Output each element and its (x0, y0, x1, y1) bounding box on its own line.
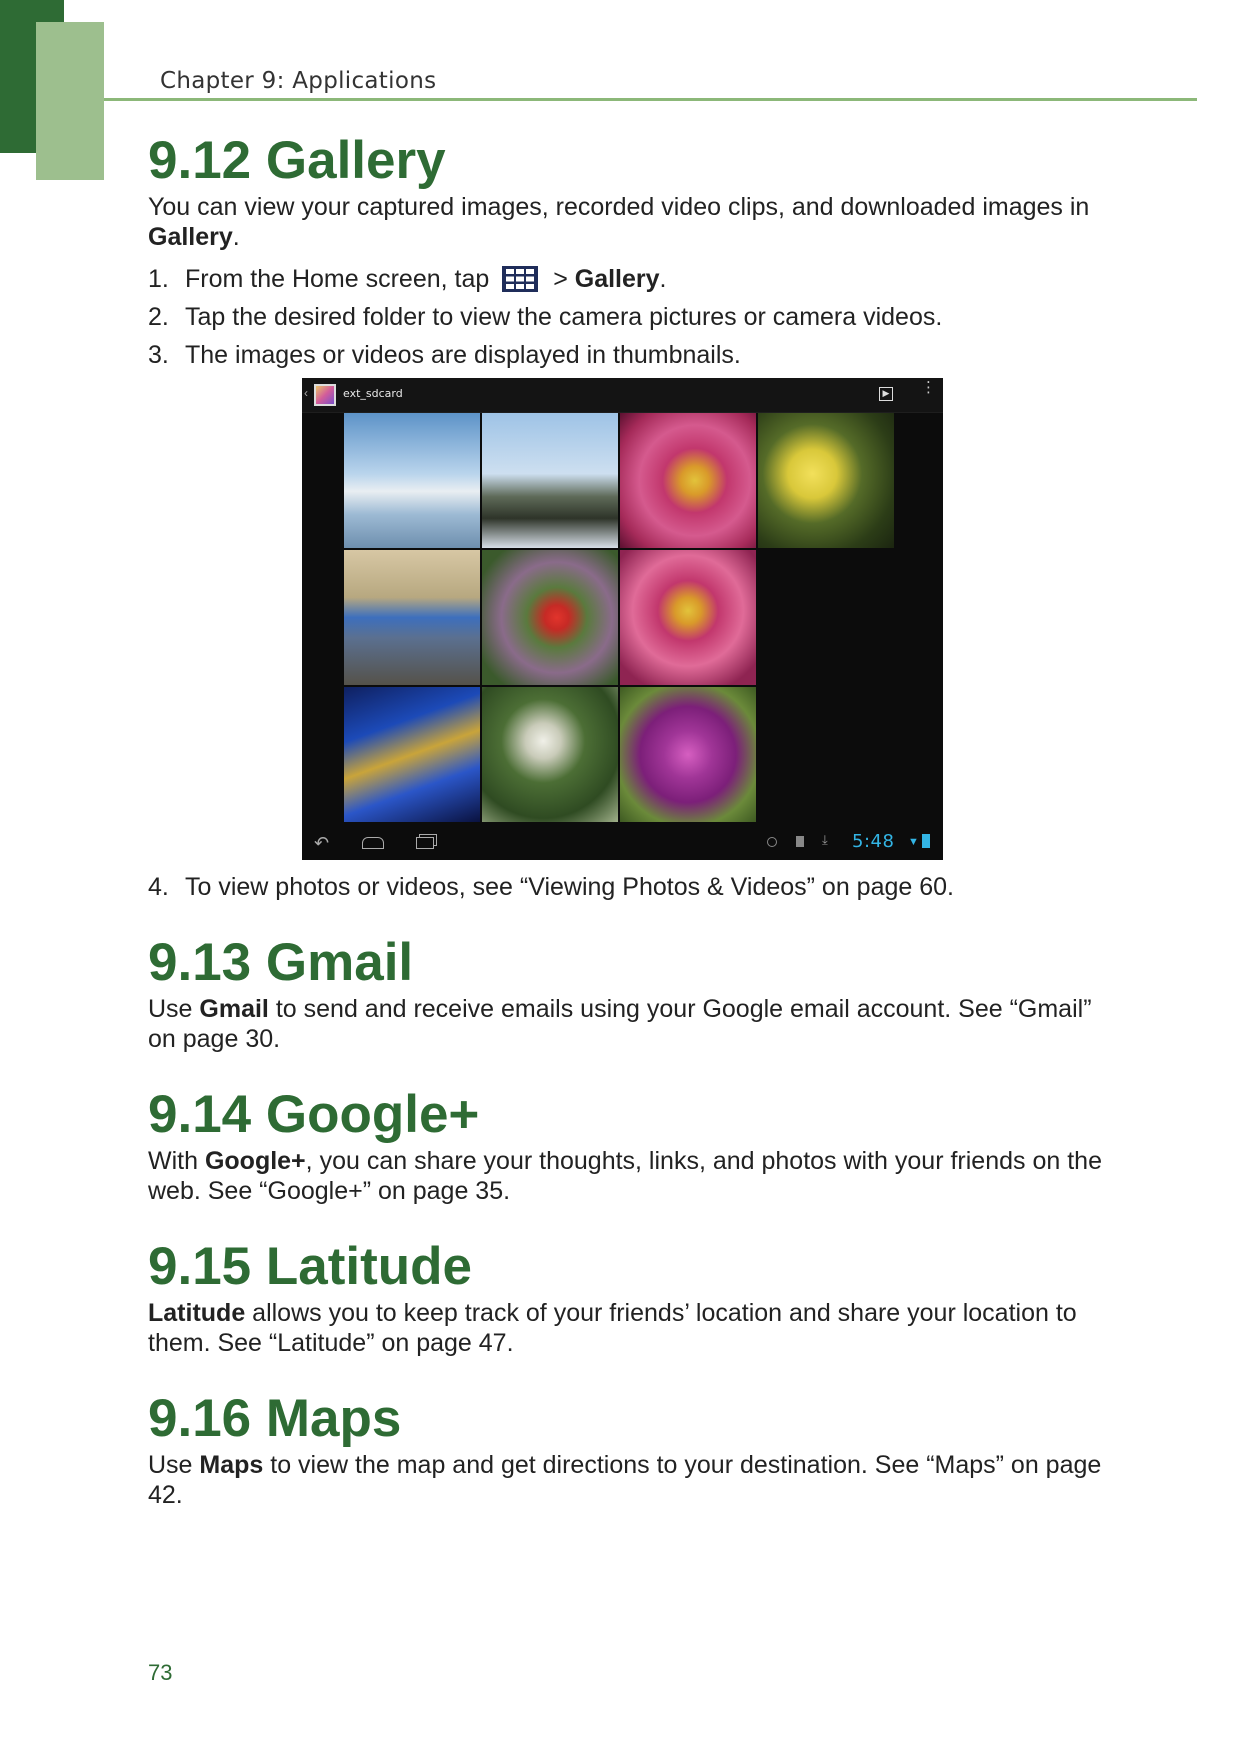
apps-grid-icon (502, 266, 538, 292)
gallery-steps (148, 264, 1108, 370)
section-title-googleplus: 9.14 Google+ (148, 1085, 480, 1144)
section-maps (148, 1384, 1108, 1510)
gallery-steps-continued (148, 872, 1108, 902)
page-number: 73 (148, 1660, 173, 1685)
thumbnail (758, 413, 894, 548)
album-name: ext_sdcard (343, 387, 403, 400)
overflow-menu-icon: ⋮ (921, 379, 936, 396)
corner-block-light (36, 22, 104, 180)
page-content (148, 126, 1108, 1510)
section-title-maps: 9.16 Maps (148, 1389, 402, 1448)
action-bar (302, 378, 943, 413)
thumbnail (482, 413, 618, 548)
gallery-intro: You can view your captured images, recorded video clips, and downloaded images in Gallery. (148, 193, 1090, 251)
recent-apps-icon (416, 837, 434, 849)
thumbnail (482, 687, 618, 822)
gps-icon (767, 837, 777, 847)
section-latitude (148, 1232, 1108, 1358)
system-bar (302, 826, 943, 860)
thumbnail (620, 550, 756, 685)
list-item: 2. Tap the desired folder to view the camera pictures or camera videos. (148, 303, 943, 331)
section-title-gallery: 9.12 Gallery (148, 131, 446, 190)
status-time: 5:48 (852, 831, 895, 852)
up-caret-icon: ‹ (304, 386, 308, 400)
list-item: 4. To view photos or videos, see “Viewing Photos & Videos” on page 60. (148, 873, 954, 901)
list-item: 1. From the Home screen, tap > Gallery. (148, 265, 667, 293)
section-gmail (148, 928, 1108, 1054)
latitude-body: Latitude allows you to keep track of your friends’ location and share your location to them. See “Latitude” on page 47. (148, 1299, 1077, 1357)
thumbnail (344, 687, 480, 822)
battery-icon (922, 834, 930, 848)
thumbnail (620, 413, 756, 548)
sd-card-icon (796, 836, 804, 847)
thumbnail (344, 413, 480, 548)
slideshow-icon: ▶ (879, 387, 893, 401)
section-googleplus (148, 1080, 1108, 1206)
download-icon: ⤓ (822, 832, 828, 847)
thumbnail (620, 687, 756, 822)
googleplus-body: With Google+, you can share your thoughts, links, and photos with your friends on the web. See “Google+” on page 35. (148, 1147, 1102, 1205)
gallery-app-icon (314, 384, 336, 406)
section-title-latitude: 9.15 Latitude (148, 1237, 472, 1296)
thumbnail (344, 550, 480, 685)
home-nav-icon (362, 837, 384, 849)
gallery-screenshot (302, 378, 943, 860)
back-nav-icon: ↶ (314, 833, 330, 853)
gmail-body: Use Gmail to send and receive emails using your Google email account. See “Gmail” on page 30. (148, 995, 1092, 1053)
header-rule (104, 98, 1197, 101)
maps-body: Use Maps to view the map and get directions to your destination. See “Maps” on page 42. (148, 1451, 1102, 1509)
wifi-icon: ▼ (908, 836, 919, 848)
section-gallery (148, 126, 1108, 902)
chapter-header: Chapter 9: Applications (160, 68, 437, 94)
section-title-gmail: 9.13 Gmail (148, 933, 414, 992)
thumbnail (482, 550, 618, 685)
thumbnail-grid (344, 413, 904, 825)
list-item: 3. The images or videos are displayed in thumbnails. (148, 341, 741, 369)
